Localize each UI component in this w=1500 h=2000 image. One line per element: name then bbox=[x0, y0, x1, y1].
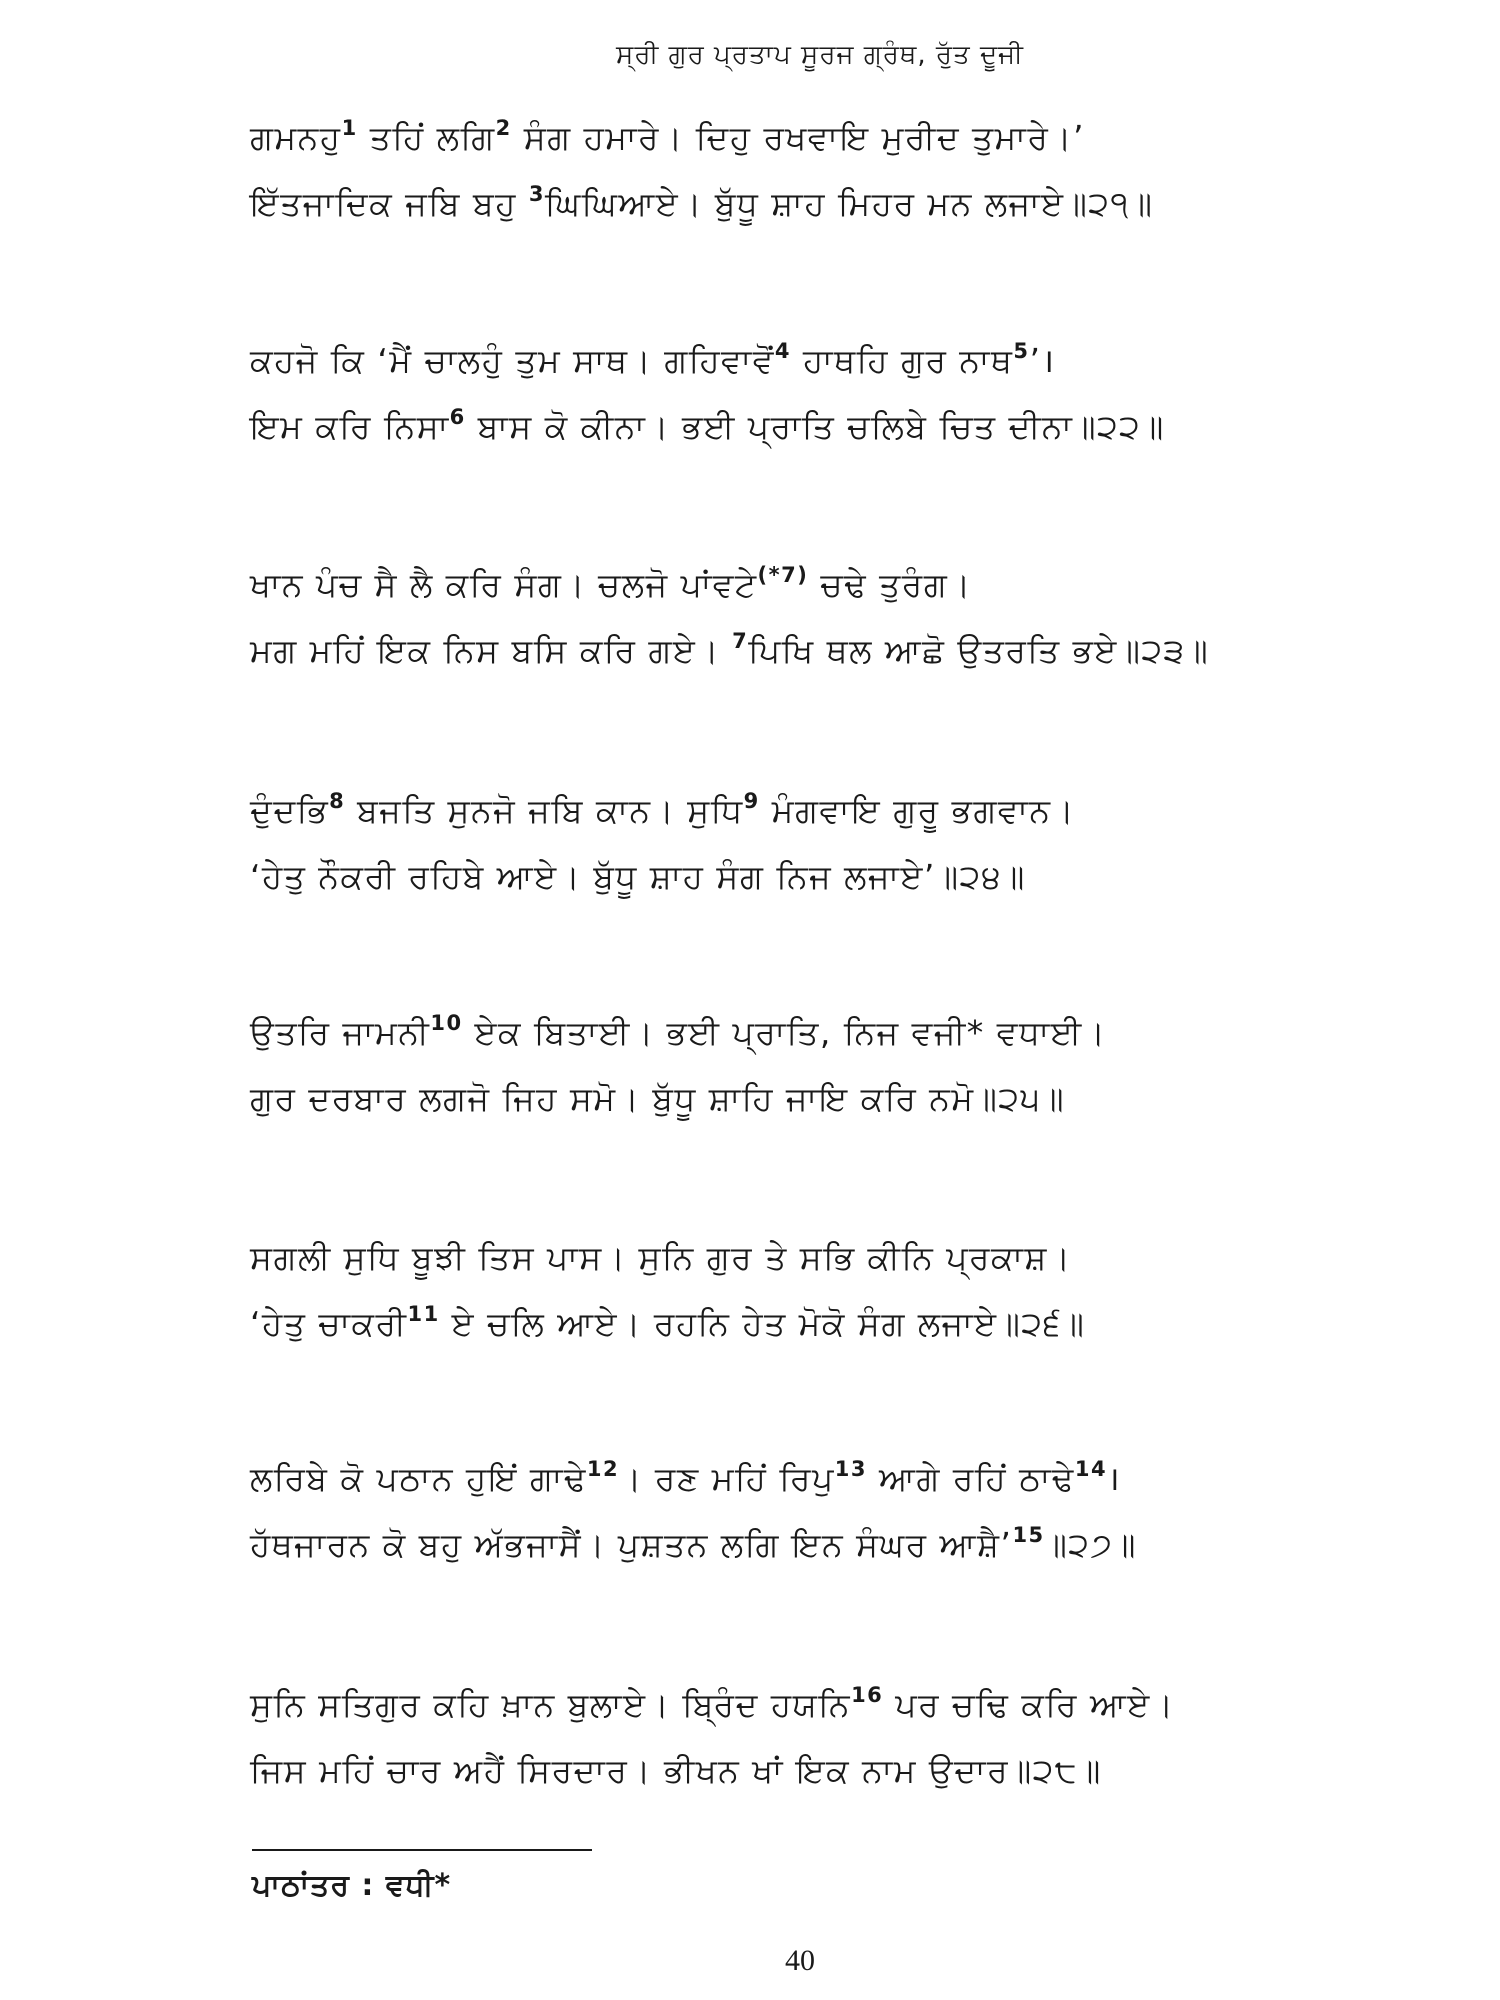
verse-text: ਸਗਲੀ ਸੁਧਿ ਬੂਝੀ ਤਿਸ ਪਾਸ। ਸੁਨਿ ਗੁਰ ਤੇ ਸਭਿ ਕੀਨਿ ਪ੍ਰਕਾਸ਼। bbox=[250, 1238, 1072, 1277]
verse-text: ਸੁਨਿ ਸਤਿਗੁਰ ਕਹਿ ਖ਼ਾਨ ਬੁਲਾਏ। ਬ੍ਰਿੰਦ ਹਯਨਿ bbox=[250, 1685, 852, 1724]
verse-line bbox=[250, 1512, 1330, 1578]
footnote-marker: 5 bbox=[1013, 339, 1030, 363]
verse-line bbox=[250, 552, 1330, 618]
stanza-25 bbox=[250, 1000, 1330, 1132]
verse-text: ਤਹਿਂ ਲਗਿ bbox=[357, 118, 496, 157]
verse-text: ਕਹਜੋ ਕਿ ‘ਮੈਂ ਚਾਲਹੁੰ ਤੁਮ ਸਾਥ। ਗਹਿਵਾਵੋਂ bbox=[250, 341, 775, 380]
verse-text: ਏ ਚਲਿ ਆਏ। ਰਹਨਿ ਹੇਤ ਮੋਕੋ ਸੰਗ ਲਜਾਏ॥੨੬॥ bbox=[439, 1304, 1086, 1343]
footnote-marker: (*7) bbox=[757, 563, 809, 587]
verse-line bbox=[250, 1672, 1330, 1738]
verse-text: ’। bbox=[1029, 341, 1056, 380]
verse-text: ਮੰਗਵਾਇ ਗੁਰੂ ਭਗਵਾਨ। bbox=[759, 791, 1076, 830]
verse-text: ਉਤਰਿ ਜਾਮਨੀ bbox=[250, 1013, 431, 1052]
verse-text: ਏਕ ਬਿਤਾਈ। ਭਈ ਪ੍ਰਾਤਿ, ਨਿਜ ਵਜੀ* ਵਧਾਈ। bbox=[462, 1013, 1107, 1052]
footnote-marker: 12 bbox=[586, 1457, 620, 1481]
stanza-24 bbox=[250, 778, 1330, 910]
stanza-27 bbox=[250, 1446, 1330, 1578]
stanza-23 bbox=[250, 552, 1330, 684]
footnote-marker: 10 bbox=[430, 1011, 463, 1035]
footnote-divider bbox=[252, 1849, 592, 1851]
footnote-marker: 1 bbox=[341, 116, 358, 140]
verse-text: ਘਿਘਿਆਏ। ਬੁੱਧੂ ਸ਼ਾਹ ਮਿਹਰ ਮਨ ਲਜਾਏ॥੨੧॥ bbox=[544, 184, 1154, 223]
verse-line bbox=[250, 1446, 1330, 1512]
verse-line bbox=[250, 778, 1330, 844]
verse-text: ਲਰਿਬੇ ਕੋ ਪਠਾਨ ਹੁਇਂ ਗਾਢੇ bbox=[250, 1459, 587, 1498]
verse-text: । bbox=[1107, 1459, 1122, 1498]
footnote-marker: 13 bbox=[834, 1457, 867, 1481]
verse-text: ਖਾਨ ਪੰਚ ਸੈ ਲੈ ਕਰਿ ਸੰਗ। ਚਲਜੋ ਪਾਂਵਟੇ bbox=[250, 565, 758, 604]
verse-text: । ਰਣ ਮਹਿਂ ਰਿਪੁ bbox=[619, 1459, 835, 1498]
footnote-marker: 6 bbox=[449, 405, 466, 429]
verse-text: ਹਾਥਹਿ ਗੁਰ ਨਾਥ bbox=[791, 341, 1014, 380]
verse-text: ਦੁੰਦਭਿ bbox=[250, 791, 330, 830]
page-number: 40 bbox=[785, 1944, 815, 1977]
verse-text: ਇੱਤਜਾਦਿਕ ਜਬਿ ਬਹੁ bbox=[250, 184, 529, 223]
footnote-marker: 3 bbox=[528, 182, 545, 206]
footnote-marker: 16 bbox=[851, 1683, 884, 1707]
verse-text: ਪਿਖਿ ਥਲ ਆਛੋ ਉਤਰਤਿ ਭਏ॥੨੩॥ bbox=[748, 631, 1210, 670]
stanza-22 bbox=[250, 328, 1330, 460]
verse-line bbox=[250, 171, 1330, 237]
verse-text: ਗੁਰ ਦਰਬਾਰ ਲਗਜੋ ਜਿਹ ਸਮੋ। ਬੁੱਧੂ ਸ਼ਾਹਿ ਜਾਇ ਕਰਿ ਨਮੋ॥੨੫॥ bbox=[250, 1079, 1066, 1118]
verse-line bbox=[250, 618, 1330, 684]
footnote-marker: 15 bbox=[1012, 1523, 1045, 1547]
stanza-21 bbox=[250, 105, 1330, 237]
verse-text: ਬਜਤਿ ਸੁਨਜੋ ਜਬਿ ਕਾਨ। ਸੁਧਿ bbox=[345, 791, 744, 830]
verse-text: ਪਰ ਚਢਿ ਕਰਿ ਆਏ। bbox=[883, 1685, 1175, 1724]
verse-text: ਗਮਨਹੁ bbox=[250, 118, 342, 157]
verse-text: ਚਢੇ ਤੁਰੰਗ। bbox=[808, 565, 972, 604]
footnote-marker: 11 bbox=[407, 1302, 440, 1326]
footnote-marker: 2 bbox=[495, 116, 512, 140]
footnote-marker: 8 bbox=[329, 789, 346, 813]
running-header: ਸ੍ਰੀ ਗੁਰ ਪ੍ਰਤਾਪ ਸੂਰਜ ਗ੍ਰੰਥ, ਰੁੱਤ ਦੂਜੀ bbox=[616, 40, 1024, 70]
footnote-marker: 14 bbox=[1074, 1457, 1108, 1481]
verse-line bbox=[250, 328, 1330, 394]
stanza-26 bbox=[250, 1225, 1330, 1357]
verse-text: ਹੱਥਜਾਰਨ ਕੋ ਬਹੁ ਅੱਭਜਾਸੈਂ। ਪੁਸ਼ਤਨ ਲਗਿ ਇਨ ਸੰਘਰ ਆਸ਼ੈ’ bbox=[250, 1525, 1013, 1564]
verse-text: ਬਾਸ ਕੋ ਕੀਨਾ। ਭਈ ਪ੍ਰਾਤਿ ਚਲਿਬੇ ਚਿਤ ਦੀਨਾ॥੨੨॥ bbox=[465, 407, 1165, 446]
stanza-28 bbox=[250, 1672, 1330, 1804]
footnote-marker: 4 bbox=[774, 339, 791, 363]
verse-text: ਜਿਸ ਮਹਿਂ ਚਾਰ ਅਹੈਂ ਸਿਰਦਾਰ। ਭੀਖਨ ਖਾਂ ਇਕ ਨਾਮ ਉਦਾਰ॥੨੮॥ bbox=[250, 1751, 1102, 1790]
verse-line bbox=[250, 1291, 1330, 1357]
footnote-marker: 7 bbox=[732, 629, 749, 653]
verse-line bbox=[250, 844, 1330, 910]
verse-line bbox=[250, 1066, 1330, 1132]
verse-text: ਇਮ ਕਰਿ ਨਿਸਾ bbox=[250, 407, 450, 446]
verse-text: ਸੰਗ ਹਮਾਰੇ। ਦਿਹੁ ਰਖਵਾਇ ਮੁਰੀਦ ਤੁਮਾਰੇ।’ bbox=[511, 118, 1086, 157]
verse-line bbox=[250, 105, 1330, 171]
variant-reading-note: ਪਾਠਾਂਤਰ : ਵਧੀ* bbox=[252, 1868, 452, 1903]
verse-text: ਮਗ ਮਹਿਂ ਇਕ ਨਿਸ ਬਸਿ ਕਰਿ ਗਏ। bbox=[250, 631, 733, 670]
verse-line bbox=[250, 394, 1330, 460]
verse-text: ॥੨੭॥ bbox=[1044, 1525, 1137, 1564]
verse-line bbox=[250, 1738, 1330, 1804]
verse-line bbox=[250, 1000, 1330, 1066]
verse-text: ‘ਹੇਤੁ ਨੌਕਰੀ ਰਹਿਬੇ ਆਏ। ਬੁੱਧੂ ਸ਼ਾਹ ਸੰਗ ਨਿਜ ਲਜਾਏ’॥੨੪॥ bbox=[250, 857, 1026, 896]
verse-line bbox=[250, 1225, 1330, 1291]
verse-text: ਆਗੇ ਰਹਿਂ ਠਾਢੇ bbox=[866, 1459, 1075, 1498]
footnote-marker: 9 bbox=[743, 789, 760, 813]
verse-text: ‘ਹੇਤੁ ਚਾਕਰੀ bbox=[250, 1304, 408, 1343]
